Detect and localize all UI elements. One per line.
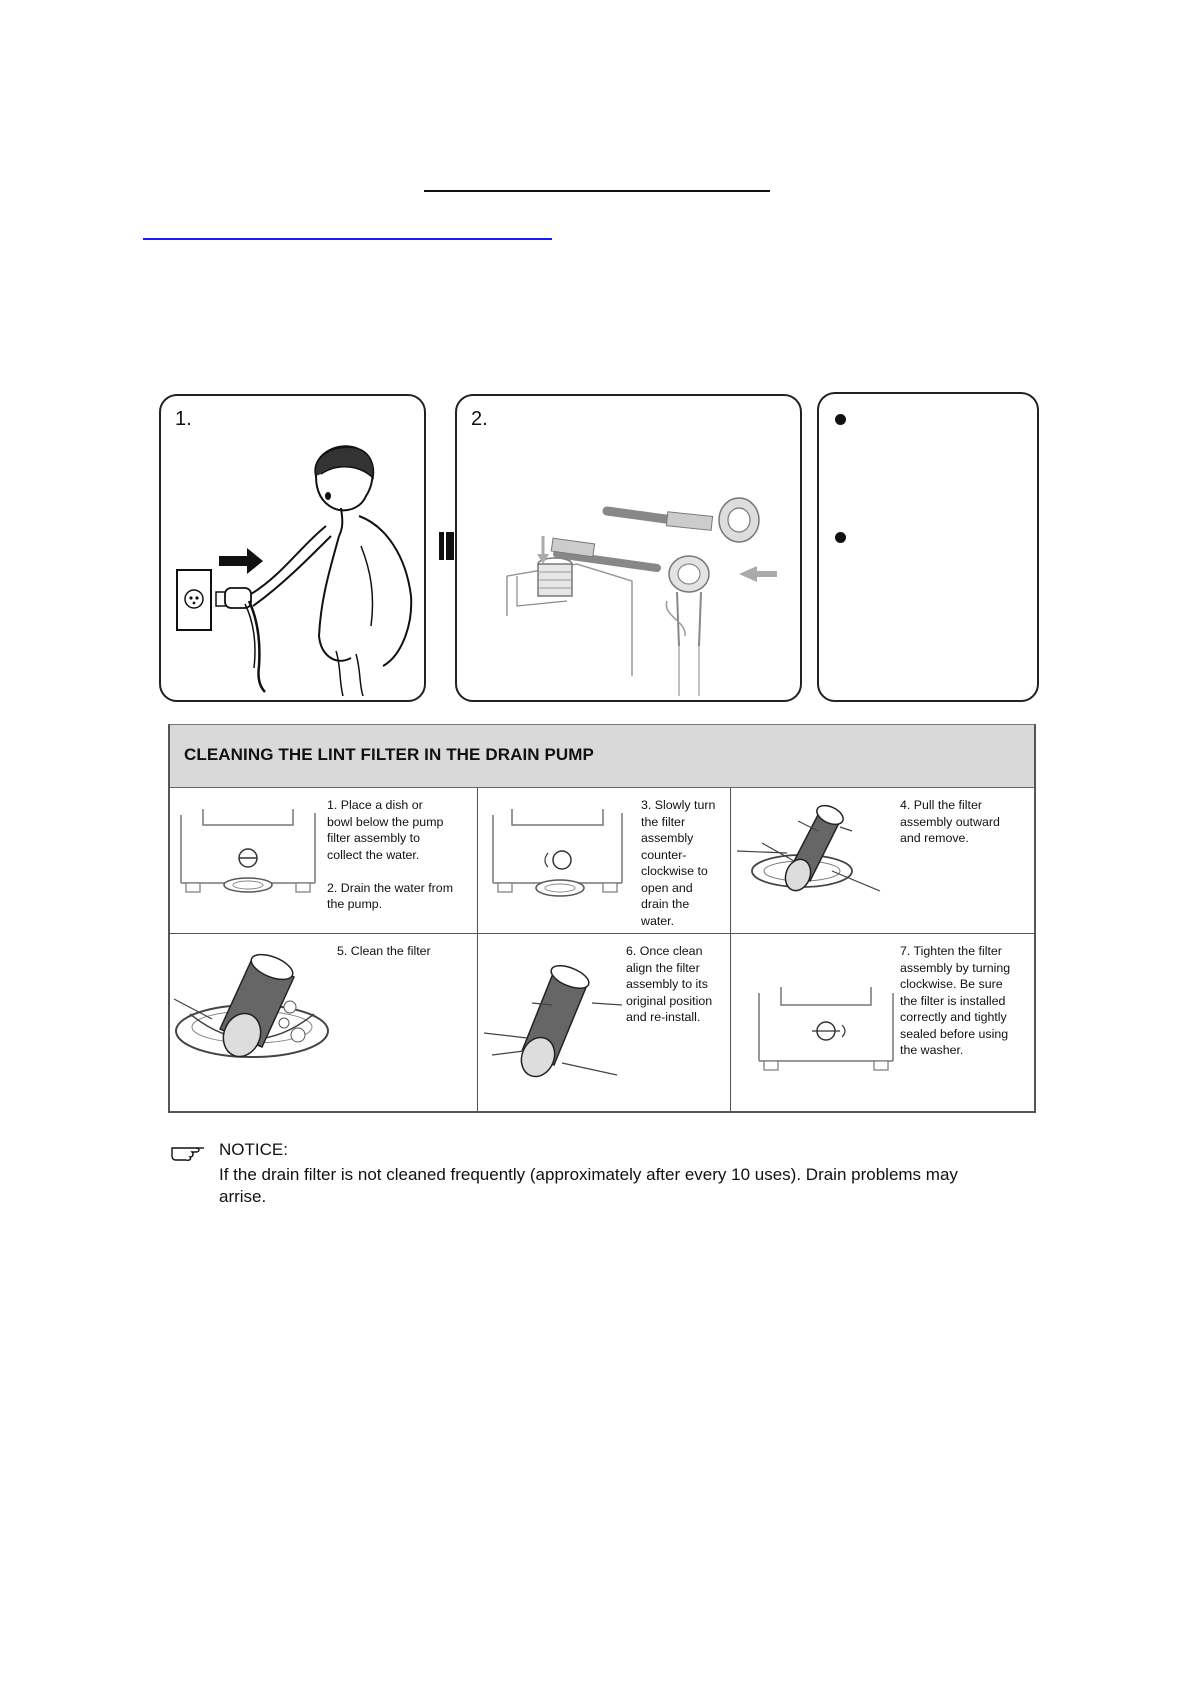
panel-notes (817, 392, 1039, 702)
procedure-title: CLEANING THE LINT FILTER IN THE DRAIN PUMP (184, 745, 594, 764)
panel-number: 1. (175, 408, 192, 430)
procedure-header (170, 725, 1034, 788)
panel-filter-cleaning (455, 394, 802, 702)
plug-icon (225, 588, 251, 608)
filter-brush-illustration (457, 396, 800, 700)
step-1-2-text: 1. Place a dish or bowl below the pump filter assembly to collect the water. 2. Drain the water from the pump. (327, 798, 454, 911)
arrow-right-icon (219, 548, 263, 574)
turn-filter-illustration (490, 803, 625, 903)
bullet-icon (835, 414, 846, 425)
column-divider (477, 787, 478, 1112)
unplug-illustration (161, 396, 424, 700)
panel-unplug (159, 394, 426, 702)
tighten-filter-illustration (756, 983, 896, 1083)
bullet-icon (835, 532, 846, 543)
step-7-text: 7. Tighten the filter assembly by turning clockwise. Be sure the filter is installed correctly and tightly sealed before using the washer. (900, 944, 1011, 1057)
link-underline[interactable] (143, 238, 552, 240)
lint-filter-procedure (168, 724, 1036, 1113)
row-divider (170, 933, 1034, 934)
panel-number: 2. (471, 408, 488, 430)
notice-label: NOTICE: (219, 1140, 288, 1159)
notice-text: If the drain filter is not cleaned frequently (approximately after every 10 uses). Drain problems may arrise. (219, 1165, 958, 1206)
remove-filter-illustration (732, 791, 897, 921)
wall-socket-icon (177, 570, 211, 630)
pointing-hand-icon (170, 1142, 206, 1162)
step-6-text: 6. Once clean align the filter assembly to its original position and re-install. (626, 944, 713, 1024)
title-underline (424, 190, 770, 192)
step-4-text: 4. Pull the filter assembly outward and remove. (900, 798, 1000, 845)
dish-under-pump-illustration (178, 803, 318, 903)
clean-filter-illustration (172, 939, 337, 1079)
step-3-text: 3. Slowly turn the filter assembly counter- clockwise to open and drain the water. (641, 798, 716, 928)
step-5-text: 5. Clean the filter (337, 944, 431, 958)
reinstall-filter-illustration (482, 943, 622, 1093)
